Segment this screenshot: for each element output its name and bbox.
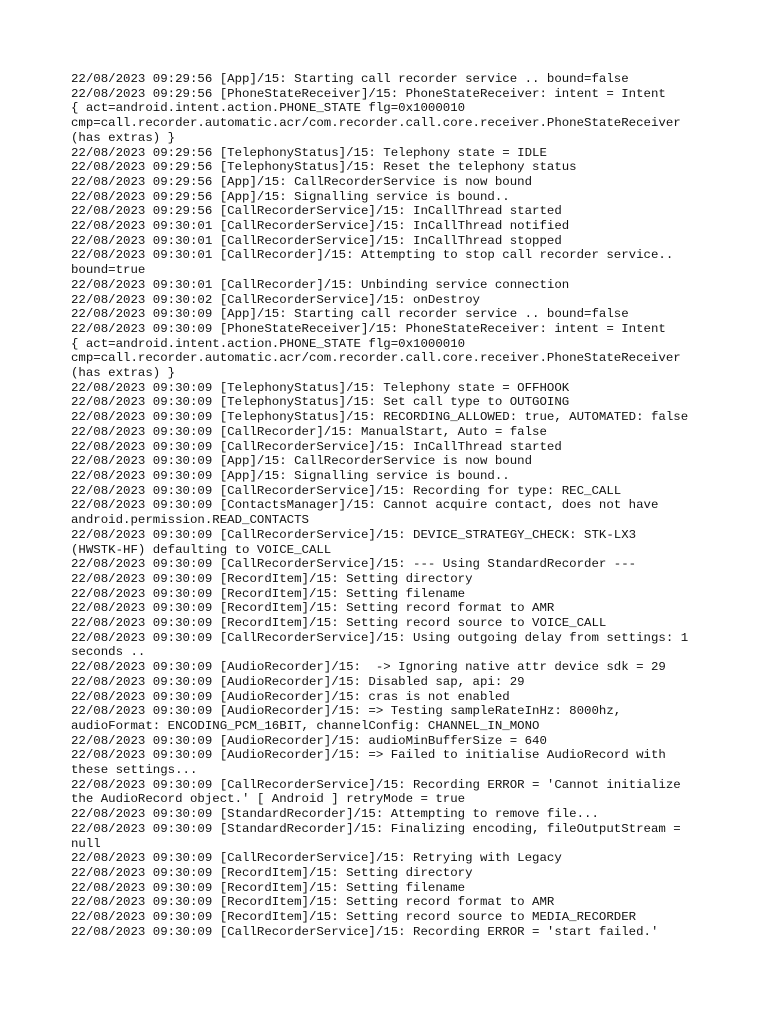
- log-line: 22/08/2023 09:30:09 [CallRecorderService]/15: --- Using StandardRecorder ---: [71, 557, 637, 572]
- log-line: 22/08/2023 09:30:09 [CallRecorderService]/15: Using outgoing delay from settings: 1: [71, 630, 689, 645]
- log-line: 22/08/2023 09:30:09 [RecordItem]/15: Setting filename: [71, 586, 466, 601]
- log-line: 22/08/2023 09:30:09 [RecordItem]/15: Setting record format to AMR: [71, 601, 555, 616]
- log-line: 22/08/2023 09:30:09 [CallRecorderService]/15: Recording ERROR = 'Cannot initialize: [71, 777, 681, 792]
- log-line: android.permission.READ_CONTACTS: [71, 513, 309, 528]
- log-line: 22/08/2023 09:30:01 [CallRecorderService]/15: InCallThread notified: [71, 219, 570, 234]
- log-line: 22/08/2023 09:29:56 [PhoneStateReceiver]/15: PhoneStateReceiver: intent = Intent: [71, 86, 666, 101]
- log-line: { act=android.intent.action.PHONE_STATE flg=0x1000010: [71, 101, 466, 116]
- log-line: 22/08/2023 09:29:56 [CallRecorderService]/15: InCallThread started: [71, 204, 562, 219]
- log-line: 22/08/2023 09:30:09 [RecordItem]/15: Setting record source to MEDIA_RECORDER: [71, 910, 637, 925]
- log-line: seconds ..: [71, 645, 146, 660]
- log-line: 22/08/2023 09:30:09 [ContactsManager]/15: Cannot acquire contact, does not have: [71, 498, 659, 513]
- log-line: 22/08/2023 09:30:01 [CallRecorder]/15: Unbinding service connection: [71, 277, 570, 292]
- log-line: 22/08/2023 09:30:09 [RecordItem]/15: Setting record source to VOICE_CALL: [71, 616, 607, 631]
- log-line: (has extras) }: [71, 130, 176, 145]
- log-line: the AudioRecord object.' [ Android ] retryMode = true: [71, 792, 466, 807]
- log-line: 22/08/2023 09:30:09 [CallRecorderService]/15: DEVICE_STRATEGY_CHECK: STK-LX3: [71, 527, 637, 542]
- log-line: cmp=call.recorder.automatic.acr/com.recorder.call.core.receiver.PhoneStateReceiver: [71, 116, 681, 131]
- log-line: 22/08/2023 09:30:09 [RecordItem]/15: Setting directory: [71, 865, 473, 880]
- log-line: 22/08/2023 09:30:09 [RecordItem]/15: Setting filename: [71, 880, 466, 895]
- log-line: 22/08/2023 09:30:09 [App]/15: Starting call recorder service .. bound=false: [71, 307, 629, 322]
- log-line: 22/08/2023 09:30:09 [AudioRecorder]/15: Disabled sap, api: 29: [71, 674, 525, 689]
- log-line: 22/08/2023 09:30:01 [CallRecorder]/15: Attempting to stop call recorder service..: [71, 248, 674, 263]
- log-line: 22/08/2023 09:30:09 [RecordItem]/15: Setting directory: [71, 571, 473, 586]
- log-line: 22/08/2023 09:30:09 [AudioRecorder]/15: cras is not enabled: [71, 689, 510, 704]
- log-line: 22/08/2023 09:30:09 [AudioRecorder]/15: => Testing sampleRateInHz: 8000hz,: [71, 704, 622, 719]
- log-line: 22/08/2023 09:29:56 [TelephonyStatus]/15: Reset the telephony status: [71, 160, 577, 175]
- log-line: these settings...: [71, 763, 198, 778]
- log-line: 22/08/2023 09:29:56 [App]/15: Starting call recorder service .. bound=false: [71, 72, 629, 86]
- log-line: audioFormat: ENCODING_PCM_16BIT, channelConfig: CHANNEL_IN_MONO: [71, 718, 540, 733]
- log-line: 22/08/2023 09:30:09 [TelephonyStatus]/15: RECORDING_ALLOWED: true, AUTOMATED: false: [71, 410, 689, 425]
- log-line: { act=android.intent.action.PHONE_STATE flg=0x1000010: [71, 336, 466, 351]
- log-line: 22/08/2023 09:30:09 [CallRecorderService]/15: Recording ERROR = 'start failed.': [71, 924, 659, 939]
- log-line: 22/08/2023 09:30:09 [AudioRecorder]/15: -> Ignoring native attr device sdk = 29: [71, 660, 666, 675]
- log-line: 22/08/2023 09:30:09 [AudioRecorder]/15: audioMinBufferSize = 640: [71, 733, 547, 748]
- log-line: null: [71, 836, 101, 851]
- log-line: 22/08/2023 09:30:09 [App]/15: Signalling service is bound..: [71, 468, 510, 483]
- log-line: 22/08/2023 09:29:56 [App]/15: Signalling service is bound..: [71, 189, 510, 204]
- log-line: 22/08/2023 09:30:09 [RecordItem]/15: Setting record format to AMR: [71, 895, 555, 910]
- log-line: 22/08/2023 09:30:01 [CallRecorderService]/15: InCallThread stopped: [71, 233, 562, 248]
- log-line: 22/08/2023 09:30:09 [CallRecorder]/15: ManualStart, Auto = false: [71, 424, 547, 439]
- log-line: 22/08/2023 09:30:09 [AudioRecorder]/15: => Failed to initialise AudioRecord with: [71, 748, 666, 763]
- log-line: 22/08/2023 09:30:09 [CallRecorderService]/15: Recording for type: REC_CALL: [71, 483, 622, 498]
- log-line: 22/08/2023 09:30:09 [PhoneStateReceiver]/15: PhoneStateReceiver: intent = Intent: [71, 321, 666, 336]
- log-line: 22/08/2023 09:30:09 [StandardRecorder]/15: Attempting to remove file...: [71, 807, 599, 822]
- log-line: cmp=call.recorder.automatic.acr/com.recorder.call.core.receiver.PhoneStateReceiver: [71, 351, 681, 366]
- log-line: (has extras) }: [71, 366, 176, 381]
- log-line: 22/08/2023 09:30:09 [CallRecorderService]/15: Retrying with Legacy: [71, 851, 562, 866]
- log-line: 22/08/2023 09:30:09 [TelephonyStatus]/15: Telephony state = OFFHOOK: [71, 380, 570, 395]
- log-line: 22/08/2023 09:29:56 [TelephonyStatus]/15: Telephony state = IDLE: [71, 145, 547, 160]
- log-line: 22/08/2023 09:30:09 [App]/15: CallRecorderService is now bound: [71, 454, 533, 469]
- log-line: bound=true: [71, 263, 146, 278]
- log-text-block: [71, 72, 711, 939]
- log-line: 22/08/2023 09:30:09 [CallRecorderService]/15: InCallThread started: [71, 439, 562, 454]
- log-line: 22/08/2023 09:30:09 [TelephonyStatus]/15: Set call type to OUTGOING: [71, 395, 570, 410]
- log-line: 22/08/2023 09:30:09 [StandardRecorder]/15: Finalizing encoding, fileOutputStream =: [71, 821, 681, 836]
- log-line: (HWSTK-HF) defaulting to VOICE_CALL: [71, 542, 332, 557]
- log-line: 22/08/2023 09:29:56 [App]/15: CallRecorderService is now bound: [71, 174, 533, 189]
- log-line: 22/08/2023 09:30:02 [CallRecorderService]/15: onDestroy: [71, 292, 480, 307]
